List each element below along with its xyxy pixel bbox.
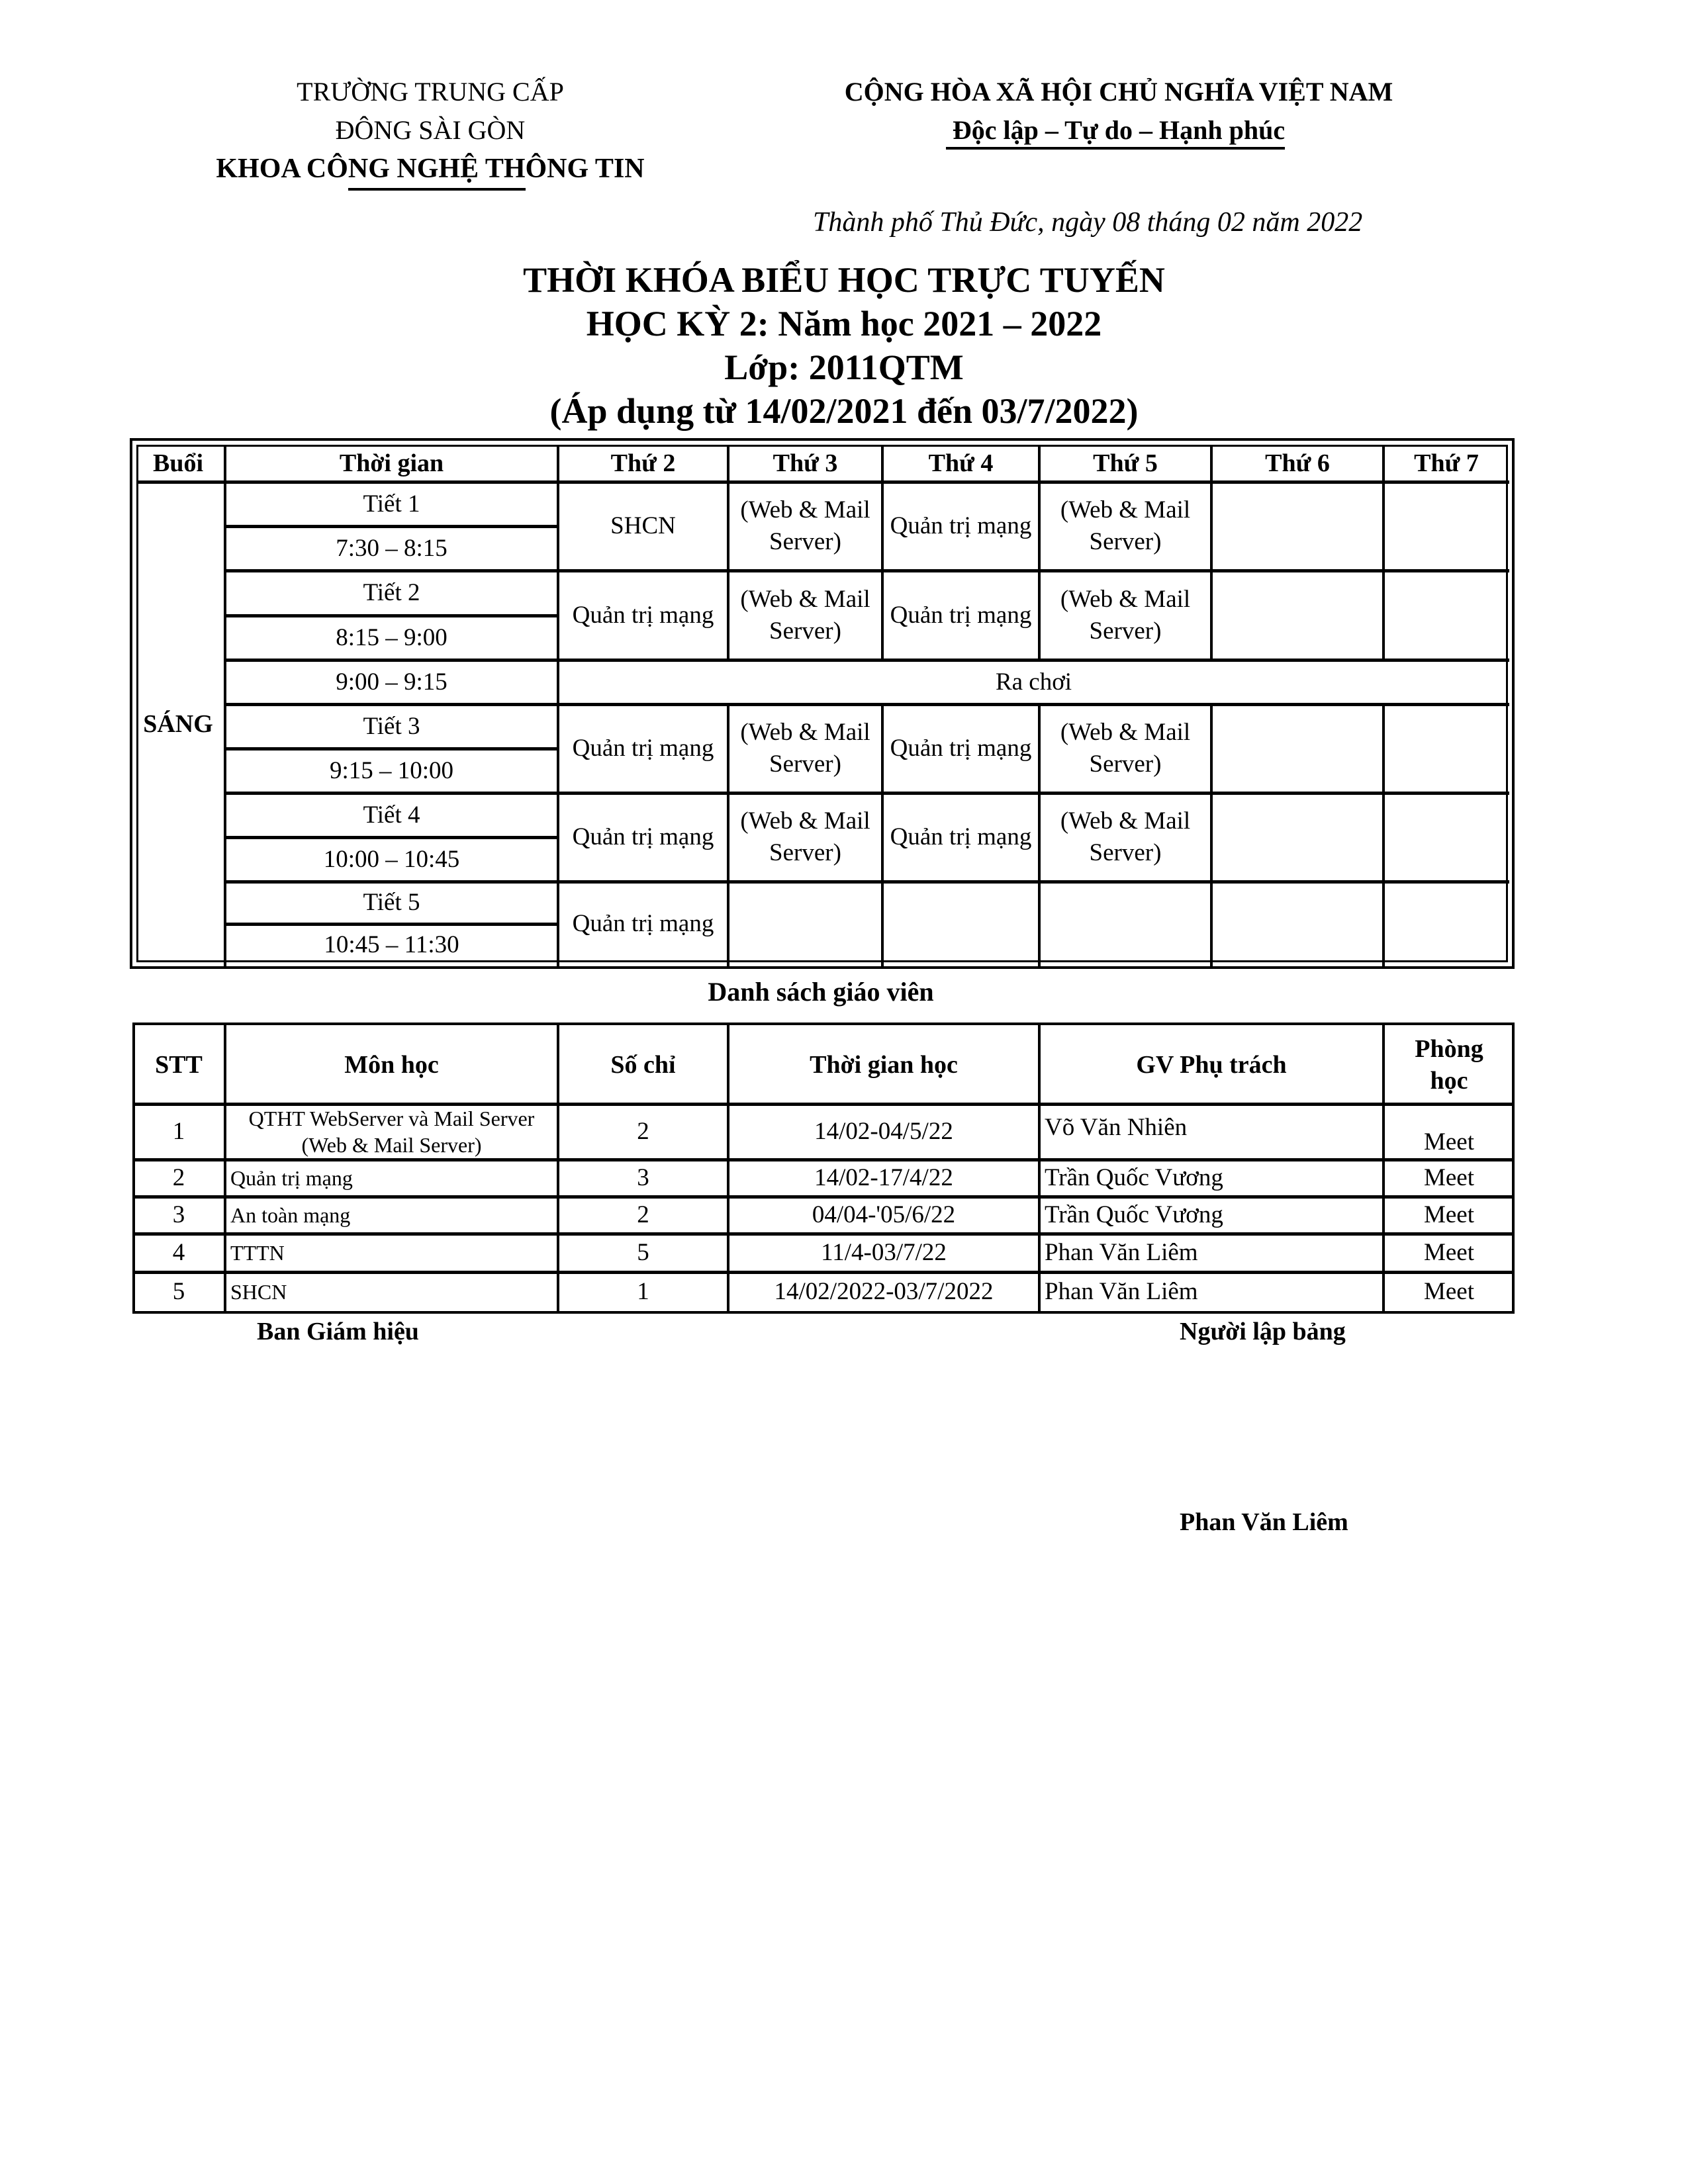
table-row-divider bbox=[225, 614, 558, 617]
table-row-divider bbox=[225, 923, 558, 926]
schedule-cell bbox=[1211, 882, 1383, 966]
table-column-divider bbox=[1382, 1025, 1385, 1311]
period-time: 10:00 – 10:45 bbox=[323, 845, 460, 873]
period-time: 9:15 – 10:00 bbox=[329, 756, 454, 784]
motto-underlined bbox=[953, 111, 1285, 150]
teacher-table-cell-period: 14/02-04/5/22 bbox=[814, 1118, 953, 1145]
teacher-table-cell-subject: Quản trị mạng bbox=[230, 1166, 353, 1190]
teacher-table-cell-stt: 3 bbox=[172, 1201, 185, 1228]
column-header-4: Thứ 3 bbox=[773, 449, 838, 477]
table-row-divider bbox=[225, 747, 558, 751]
teacher-table-cell-credits: 2 bbox=[637, 1201, 649, 1228]
school-name-line2: ĐÔNG SÀI GÒN bbox=[335, 115, 526, 145]
teacher-table-cell-room: Meet bbox=[1423, 1164, 1475, 1191]
schedule-cell: (Web & Mail Server) bbox=[740, 719, 870, 778]
teacher-table-cell-subject: QTHT WebServer và Mail Server (Web & Mail Server) bbox=[248, 1107, 535, 1157]
schedule-cell: Quản trị mạng bbox=[890, 512, 1032, 539]
teacher-table-cell-subject: SHCN bbox=[230, 1279, 287, 1304]
schedule-cell bbox=[1383, 882, 1509, 966]
schedule-cell: Quản trị mạng bbox=[890, 823, 1032, 850]
schedule-cell: Quản trị mạng bbox=[890, 735, 1032, 762]
column-header-7: Thứ 6 bbox=[1265, 449, 1330, 477]
teacher-table-cell-subject: TTTN bbox=[230, 1241, 285, 1265]
schedule-cell bbox=[1383, 793, 1509, 882]
schedule-cell: (Web & Mail Server) bbox=[1060, 807, 1191, 866]
table-row-divider bbox=[135, 1158, 1515, 1161]
school-header bbox=[165, 73, 695, 188]
teacher-table-cell-teacher: Trần Quốc Vương bbox=[1045, 1201, 1223, 1228]
teacher-table-cell-room: Meet bbox=[1423, 1239, 1475, 1266]
department-part1: KHOA CÔ bbox=[216, 154, 348, 184]
period-name: Tiết 2 bbox=[363, 579, 420, 606]
teacher-table-cell-room: Meet bbox=[1423, 1201, 1475, 1228]
title-line4: (Áp dụng từ 14/02/2021 đến 03/7/2022) bbox=[549, 391, 1139, 431]
table-column-divider bbox=[224, 1025, 226, 1311]
schedule-cell bbox=[1211, 793, 1383, 882]
schedule-table-inner bbox=[136, 445, 1508, 962]
schedule-cell: (Web & Mail Server) bbox=[1060, 585, 1191, 645]
schedule-cell bbox=[1211, 570, 1383, 660]
schedule-cell: SHCN bbox=[610, 512, 676, 539]
date-line: Thành phố Thủ Đức, ngày 08 tháng 02 năm 2022 bbox=[813, 207, 1363, 238]
table-column-divider bbox=[727, 704, 729, 966]
teacher-table-cell-stt: 5 bbox=[172, 1277, 185, 1305]
teacher-table-cell-room: Meet bbox=[1423, 1277, 1475, 1305]
schedule-cell: (Web & Mail Server) bbox=[740, 496, 870, 555]
document-title bbox=[0, 258, 1688, 433]
schedule-cell: (Web & Mail Server) bbox=[740, 807, 870, 866]
teacher-table-cell-credits: 5 bbox=[637, 1239, 649, 1266]
table-column-divider bbox=[727, 445, 729, 660]
title-line2: HỌC KỲ 2: Năm học 2021 – 2022 bbox=[586, 304, 1102, 343]
schedule-table bbox=[130, 438, 1515, 969]
teacher-table-cell-period: 11/4-03/7/22 bbox=[821, 1239, 947, 1266]
period-name: Tiết 3 bbox=[363, 712, 420, 740]
underline-divider bbox=[348, 188, 526, 191]
table-row-divider bbox=[135, 1103, 1515, 1106]
schedule-cell bbox=[728, 882, 882, 966]
national-motto-line2 bbox=[788, 111, 1450, 150]
teacher-column-header-5: GV Phụ trách bbox=[1136, 1050, 1287, 1079]
teacher-column-header-6: Phòng học bbox=[1415, 1034, 1483, 1095]
department-name bbox=[165, 150, 695, 188]
table-column-divider bbox=[1382, 445, 1385, 660]
table-row-divider bbox=[225, 525, 558, 528]
teacher-table-cell-teacher: Võ Văn Nhiên bbox=[1045, 1114, 1188, 1141]
motto-text: Độc lập – Tự do – Hạnh phúc bbox=[952, 115, 1286, 145]
teacher-list-title: Danh sách giáo viên bbox=[708, 977, 934, 1007]
teacher-column-header-1: STT bbox=[155, 1050, 203, 1079]
schedule-cell: Quản trị mạng bbox=[572, 735, 714, 762]
schedule-cell bbox=[1383, 570, 1509, 660]
schedule-cell: (Web & Mail Server) bbox=[1060, 719, 1191, 778]
teacher-table-cell-room: Meet bbox=[1423, 1128, 1475, 1156]
table-column-divider bbox=[224, 445, 226, 966]
period-time: 10:45 – 11:30 bbox=[324, 931, 459, 958]
schedule-cell: Quản trị mạng bbox=[572, 823, 714, 850]
column-header-1: Buổi bbox=[152, 449, 204, 477]
title-line1: THỜI KHÓA BIỂU HỌC TRỰC TUYẾN bbox=[523, 260, 1165, 300]
period-name: Tiết 1 bbox=[363, 490, 420, 518]
column-header-5: Thứ 4 bbox=[928, 449, 994, 477]
teacher-table-cell-credits: 3 bbox=[637, 1164, 649, 1191]
schedule-cell bbox=[1211, 704, 1383, 793]
period-name: Tiết 5 bbox=[363, 889, 420, 916]
period-time: 8:15 – 9:00 bbox=[336, 623, 447, 651]
table-column-divider bbox=[557, 1025, 559, 1311]
teacher-table-cell-period: 04/04-'05/6/22 bbox=[812, 1201, 956, 1228]
period-name: Tiết 4 bbox=[363, 801, 420, 829]
schedule-cell: (Web & Mail Server) bbox=[740, 585, 870, 645]
teacher-table-cell-stt: 2 bbox=[172, 1164, 185, 1191]
signature-left-label: Ban Giám hiệu bbox=[257, 1318, 419, 1345]
signature-right-name: Phan Văn Liêm bbox=[1180, 1508, 1348, 1536]
teacher-table-cell-stt: 4 bbox=[172, 1239, 185, 1266]
department-underlined-part bbox=[348, 150, 526, 188]
national-motto-line1: CỘNG HÒA XÃ HỘI CHỦ NGHĨA VIỆT NAM bbox=[844, 77, 1393, 107]
table-row-divider bbox=[225, 836, 558, 839]
table-column-divider bbox=[881, 704, 884, 966]
teacher-table-cell-subject: An toàn mạng bbox=[230, 1203, 351, 1227]
column-header-3: Thứ 2 bbox=[610, 449, 676, 477]
break-time: 9:00 – 9:15 bbox=[336, 668, 447, 696]
table-column-divider bbox=[557, 445, 559, 966]
teacher-table-cell-teacher: Trần Quốc Vương bbox=[1045, 1164, 1223, 1191]
schedule-cell: Quản trị mạng bbox=[572, 910, 714, 937]
table-column-divider bbox=[1038, 445, 1041, 660]
teacher-column-header-2: Môn học bbox=[344, 1050, 439, 1079]
underline-divider bbox=[946, 147, 1285, 150]
table-row-divider bbox=[135, 1271, 1515, 1274]
signature-right-label: Người lập bảng bbox=[1180, 1318, 1346, 1345]
schedule-cell bbox=[1383, 482, 1509, 570]
teacher-table-cell-credits: 2 bbox=[637, 1118, 649, 1145]
teacher-table-cell-period: 14/02/2022-03/7/2022 bbox=[774, 1277, 994, 1305]
table-row-divider bbox=[135, 1232, 1515, 1236]
department-part3: ÔNG TIN bbox=[525, 154, 645, 184]
table-row-divider bbox=[225, 880, 1509, 884]
table-column-divider bbox=[881, 445, 884, 660]
period-time: 7:30 – 8:15 bbox=[336, 534, 447, 562]
column-header-6: Thứ 5 bbox=[1093, 449, 1158, 477]
table-row-divider bbox=[225, 569, 1509, 572]
table-column-divider bbox=[1038, 1025, 1041, 1311]
table-column-divider bbox=[1210, 445, 1213, 660]
session-label: SÁNG bbox=[143, 710, 213, 738]
schedule-cell bbox=[882, 882, 1039, 966]
table-column-divider bbox=[1382, 704, 1385, 966]
teacher-table-cell-credits: 1 bbox=[637, 1277, 649, 1305]
column-header-8: Thứ 7 bbox=[1414, 449, 1479, 477]
title-line3: Lớp: 2011QTM bbox=[724, 347, 964, 387]
teacher-column-header-4: Thời gian học bbox=[810, 1050, 958, 1079]
table-row-divider bbox=[135, 1195, 1515, 1199]
table-row-divider bbox=[138, 480, 1509, 484]
teacher-table-cell-teacher: Phan Văn Liêm bbox=[1045, 1277, 1198, 1305]
school-name-line1: TRƯỜNG TRUNG CẤP bbox=[297, 77, 564, 107]
teacher-table-cell-teacher: Phan Văn Liêm bbox=[1045, 1239, 1198, 1266]
table-column-divider bbox=[1038, 704, 1041, 966]
schedule-cell bbox=[1039, 882, 1211, 966]
table-column-divider bbox=[1210, 704, 1213, 966]
teacher-table bbox=[132, 1023, 1515, 1314]
teacher-table-cell-stt: 1 bbox=[172, 1118, 185, 1145]
schedule-cell bbox=[1383, 704, 1509, 793]
department-part2: NG NGHỆ TH bbox=[348, 154, 526, 184]
schedule-cell: Quản trị mạng bbox=[890, 601, 1032, 629]
column-header-2: Thời gian bbox=[339, 449, 444, 477]
teacher-column-header-3: Số chỉ bbox=[610, 1050, 676, 1079]
schedule-cell bbox=[1211, 482, 1383, 570]
schedule-cell: Quản trị mạng bbox=[572, 601, 714, 629]
table-row-divider bbox=[225, 792, 1509, 795]
table-row-divider bbox=[225, 703, 1509, 706]
national-header bbox=[788, 73, 1450, 150]
break-label: Ra chơi bbox=[995, 668, 1072, 696]
schedule-cell: (Web & Mail Server) bbox=[1060, 496, 1191, 555]
table-column-divider bbox=[727, 1025, 729, 1311]
teacher-table-cell-period: 14/02-17/4/22 bbox=[814, 1164, 953, 1191]
table-row-divider bbox=[225, 659, 1509, 662]
